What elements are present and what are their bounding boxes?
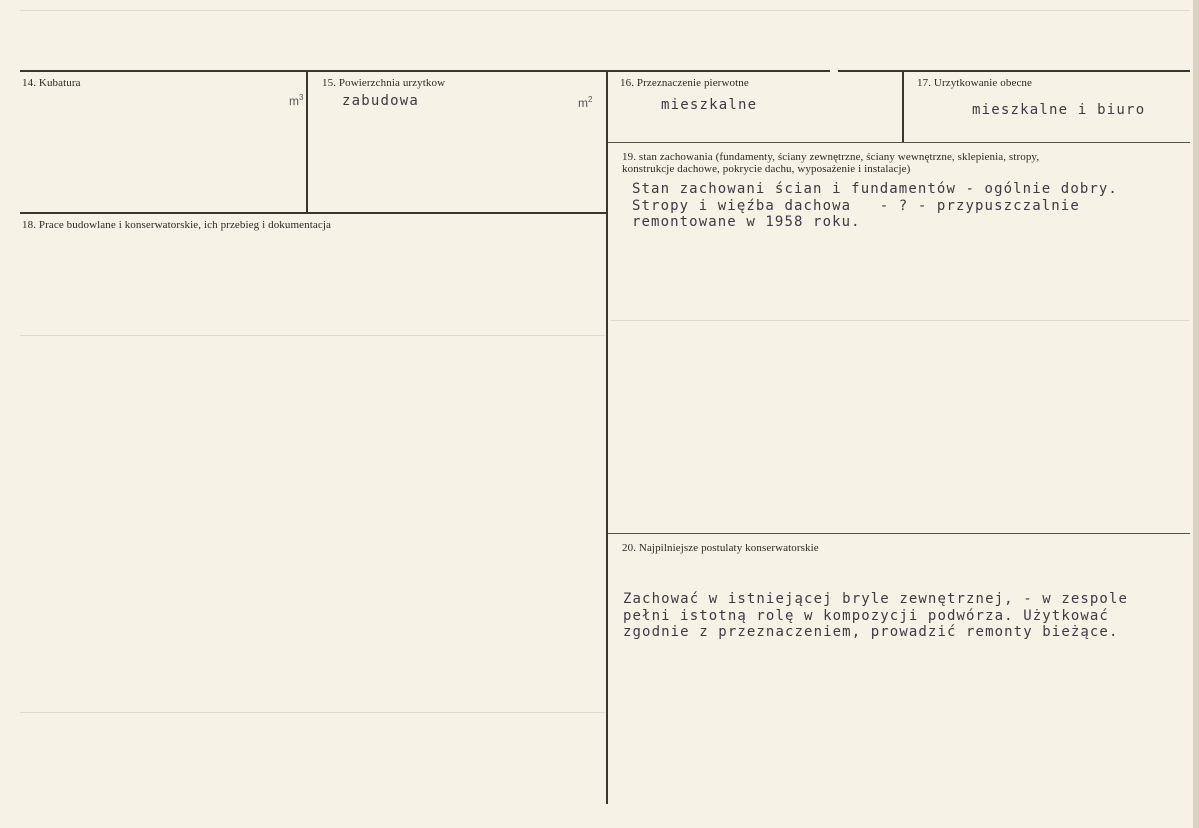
field-20-text: Zachować w istniejącej bryle zewnętrznej, - w zespole pełni istotną rolę w kompozycji podwórza. Użytkować zgodnie z przeznaczeniem, prowadzić remonty bieżące. xyxy=(623,591,1129,640)
divider-main xyxy=(606,72,608,804)
field-15-value: zabudowa xyxy=(342,93,420,109)
top-rule xyxy=(838,70,1190,72)
bleed-line xyxy=(610,320,1190,321)
rule-above-18 xyxy=(20,212,606,214)
bleed-line xyxy=(20,712,605,713)
field-16-value: mieszkalne xyxy=(661,97,758,113)
field-20-label: 20. Najpilniejsze postulaty konserwatorskie xyxy=(622,542,819,554)
field-18-label: 18. Prace budowlane i konserwatorskie, ich przebieg i dokumentacja xyxy=(22,219,331,231)
bleed-line xyxy=(20,10,1190,11)
rule-above-20 xyxy=(608,533,1190,534)
paper-edge xyxy=(1193,0,1199,828)
field-16-label: 16. Przeznaczenie pierwotne xyxy=(620,77,749,89)
divider-16-17 xyxy=(902,72,904,142)
field-19-label-line2: konstrukcje dachowe, pokrycie dachu, wyposażenie i instalacje) xyxy=(622,163,911,175)
field-17-value: mieszkalne i biuro xyxy=(972,102,1146,118)
field-14-unit: $m^3$ xyxy=(289,93,304,108)
field-19-label-line1: 19. stan zachowania (fundamenty, ściany zewnętrzne, ściany wewnętrzne, sklepienia, stropy, xyxy=(622,151,1040,163)
bleed-line xyxy=(20,335,605,336)
field-19-text: Stan zachowani ścian i fundamentów - ogólnie dobry. Stropy i więźba dachowa - ? - przypuszczalnie remontowane w 1958 roku. xyxy=(632,181,1118,230)
field-17-label: 17. Urzytkowanie obecne xyxy=(917,77,1033,89)
field-15-unit: $m^2$ xyxy=(578,95,593,110)
field-14-label: 14. Kubatura xyxy=(22,77,81,89)
top-rule xyxy=(20,70,830,72)
divider-14-15 xyxy=(306,72,308,213)
rule-above-19 xyxy=(608,142,1190,143)
field-15-label: 15. Powierzchnia urzytkow xyxy=(322,77,446,89)
